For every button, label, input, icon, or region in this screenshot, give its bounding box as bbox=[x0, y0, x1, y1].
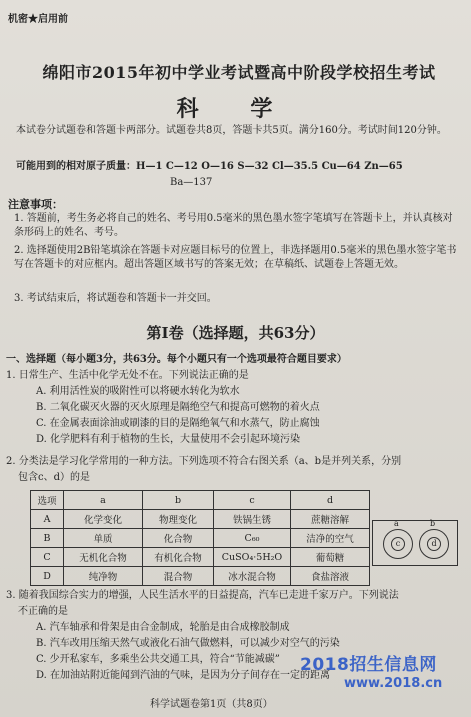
secret-label: 机密★启用前 bbox=[8, 14, 68, 25]
table-cell: A bbox=[31, 510, 64, 529]
table-cell: 葡萄糖 bbox=[291, 548, 370, 567]
table-cell: 化合物 bbox=[143, 529, 214, 548]
table-cell: CuSO₄·5H₂O bbox=[214, 548, 291, 567]
table-row bbox=[31, 510, 370, 529]
page-footer: 科学试题卷第1页（共8页） bbox=[150, 699, 273, 710]
table-cell: 化学变化 bbox=[64, 510, 143, 529]
notice-item-3: 3. 考试结束后，将试题卷和答题卡一并交回。 bbox=[14, 293, 217, 304]
venn-circle-a bbox=[383, 519, 413, 559]
q1-option-a: A. 利用活性炭的吸附性可以将硬水转化为软水 bbox=[36, 386, 240, 397]
table-cell: 无机化合物 bbox=[64, 548, 143, 567]
table-header-cell: b bbox=[143, 491, 214, 510]
table-header-cell: a bbox=[64, 491, 143, 510]
table-cell: C bbox=[31, 548, 64, 567]
table-row bbox=[31, 529, 370, 548]
table-row bbox=[31, 567, 370, 586]
q1-option-c: C. 在金属表面涂油或刷漆的目的是隔绝氧气和水蒸气，防止腐蚀 bbox=[36, 418, 320, 429]
atomic-masses-line1: 可能用到的相对原子质量：H—1 C—12 O—16 S—32 Cl—35.5 Cu—64 Zn—65 bbox=[16, 161, 403, 172]
exam-title: 绵阳市2015年初中学业考试暨高中阶段学校招生考试 bbox=[42, 63, 436, 82]
venn-label-b: b bbox=[430, 519, 436, 528]
q3-option-c: C. 少开私家车，多乘坐公共交通工具，符合“节能减碳” bbox=[36, 654, 280, 665]
venn-label-a: a bbox=[394, 519, 399, 528]
table-cell: 纯净物 bbox=[64, 567, 143, 586]
table-cell: 物理变化 bbox=[143, 510, 214, 529]
venn-circle-d: d bbox=[427, 537, 441, 551]
table-cell: 混合物 bbox=[143, 567, 214, 586]
table-cell: 蔗糖溶解 bbox=[291, 510, 370, 529]
table-cell: B bbox=[31, 529, 64, 548]
notice-item-2: 2. 选择题使用2B铅笔填涂在答题卡对应题目标号的位置上，非选择题用0.5毫米的黑色墨水签字笔书写在答题卡的对应框内。超出答题区域书写的答案无效；在草稿纸、试题卷上答题无效。 bbox=[14, 245, 457, 270]
table-cell: 有机化合物 bbox=[143, 548, 214, 567]
table-header-cell: c bbox=[214, 491, 291, 510]
watermark-title: 2018招生信息网 bbox=[300, 655, 437, 675]
venn-circle-c: c bbox=[391, 537, 405, 551]
table-cell: D bbox=[31, 567, 64, 586]
intro-text: 本试卷分试题卷和答题卡两部分。试题卷共8页，答题卡共5页。满分160分。考试时间120分钟。 bbox=[16, 125, 447, 136]
q1-option-b: B. 二氧化碳灭火器的灭火原理是隔绝空气和提高可燃物的着火点 bbox=[36, 402, 320, 413]
classification-table bbox=[30, 490, 370, 586]
q3-option-d: D. 在加油站附近能闻到汽油的气味，是因为分子间存在一定的距离 bbox=[36, 670, 331, 681]
table-cell: C₆₀ bbox=[214, 529, 291, 548]
table-cell: 冰水混合物 bbox=[214, 567, 291, 586]
table-header-row bbox=[31, 491, 370, 510]
table-header-cell: d bbox=[291, 491, 370, 510]
venn-diagram bbox=[372, 520, 458, 566]
table-cell: 铁锅生锈 bbox=[214, 510, 291, 529]
q3-stem-line1: 3. 随着我国综合实力的增强，人民生活水平的日益提高，汽车已走进千家万户。下列说法 bbox=[6, 590, 399, 601]
table-cell: 食盐溶液 bbox=[291, 567, 370, 586]
part1-title: 第Ⅰ卷（选择题，共63分） bbox=[146, 324, 325, 342]
q2-stem-line2: 包含c、d）的是 bbox=[18, 472, 91, 483]
table-cell: 单质 bbox=[64, 529, 143, 548]
atomic-masses-line2: Ba—137 bbox=[170, 177, 213, 188]
q1-stem: 1. 日常生产、生活中化学无处不在。下列说法正确的是 bbox=[6, 370, 249, 381]
table-cell: 洁净的空气 bbox=[291, 529, 370, 548]
q3-stem-line2: 不正确的是 bbox=[18, 606, 68, 617]
q3-option-b: B. 汽车改用压缩天然气或液化石油气做燃料，可以减少对空气的污染 bbox=[36, 638, 340, 649]
q3-option-a: A. 汽车轴承和骨架是由合金制成，轮胎是由合成橡胶制成 bbox=[36, 622, 290, 633]
table-row bbox=[31, 548, 370, 567]
section1-heading: 一、选择题（每小题3分，共63分。每个小题只有一个选项最符合题目要求） bbox=[6, 354, 347, 365]
notice-heading: 注意事项： bbox=[8, 198, 63, 211]
table-header-cell: 选项 bbox=[31, 491, 64, 510]
notice-item-1: 1. 答题前，考生务必将自己的姓名、考号用0.5毫米的黑色墨水签字笔填写在答题卡上，并认真核对条形码上的姓名、考号。 bbox=[14, 213, 453, 238]
watermark-url: www.2018.cn bbox=[344, 676, 443, 691]
q2-stem-line1: 2. 分类法是学习化学常用的一种方法。下列选项不符合右图关系（a、b是并列关系，分别 bbox=[6, 456, 402, 467]
subject-title: 科 学 bbox=[176, 96, 295, 122]
q1-option-d: D. 化学肥料有利于植物的生长，大量使用不会引起环境污染 bbox=[36, 434, 301, 445]
venn-circle-b bbox=[419, 519, 449, 559]
